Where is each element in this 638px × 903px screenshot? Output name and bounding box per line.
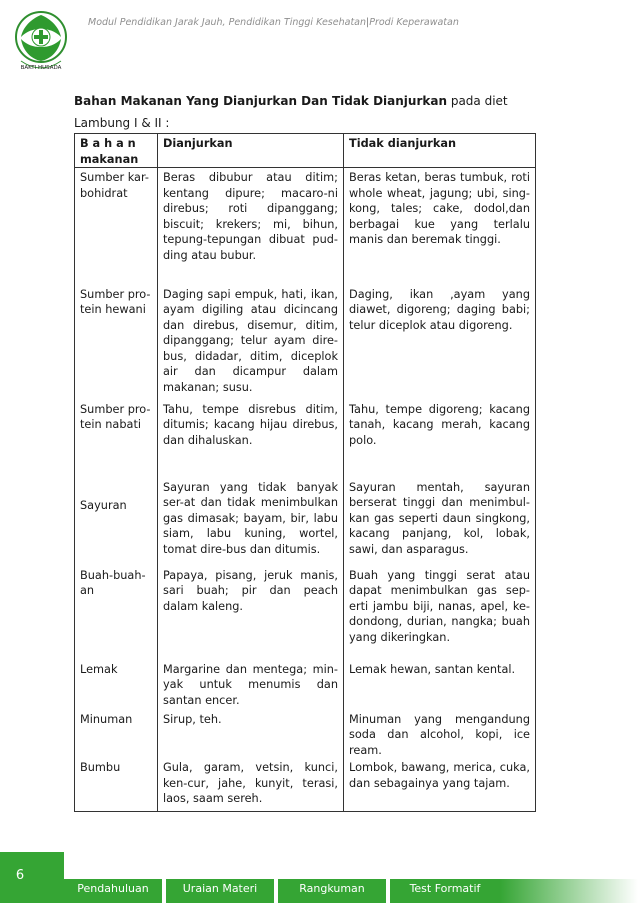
not-recommended-cell: Buah yang tinggi serat atau dapat menimbulkan gas sep-erti jambu biji, nanas, apel, ke-dondong, durian, nangka; buah yang dikeringkan. [344, 566, 536, 660]
food-cell: Sumber kar-bohidrat [75, 168, 158, 285]
not-recommended-cell: Sayuran mentah, sayuran berserat tinggi dan menimbul-kan gas seperti daun singkong, kacang panjang, kol, lobak, sawi, dan asparagus. [344, 466, 536, 566]
nav-pendahuluan[interactable]: Pendahuluan [64, 879, 162, 903]
page-number: 6 [15, 868, 25, 883]
recommended-cell: Gula, garam, vetsin, kunci, ken-cur, jahe, kunyit, terasi, laos, saam sereh. [158, 758, 344, 811]
not-recommended-cell: Lombok, bawang, merica, cuka, dan sebagainya yang tajam. [344, 758, 536, 811]
table-header-row [75, 134, 536, 168]
recommended-cell: Tahu, tempe disrebus ditim, ditumis; kacang hijau direbus, dan dihaluskan. [158, 400, 344, 466]
table-row [75, 400, 536, 466]
intro-paragraph [74, 90, 534, 134]
food-cell: Sumber pro-tein nabati [75, 400, 158, 466]
table-row [75, 710, 536, 759]
diet-table [74, 133, 536, 812]
recommended-cell: Beras dibubur atau ditim; kentang dipure; macaro-ni direbus; roti dipanggang; biscuit; krekers; mi, bihun, tepung-tepungan dibuat pud-ding atau bubur. [158, 168, 344, 285]
nav-uraian-materi[interactable]: Uraian Materi [166, 879, 274, 903]
food-cell: Sumber pro-tein hewani [75, 285, 158, 400]
intro-bold: Bahan Makanan Yang Dianjurkan Dan Tidak Dianjurkan [74, 94, 448, 108]
header-recommended: Dianjurkan [158, 134, 344, 168]
table-row [75, 168, 536, 285]
food-cell: Buah-buah-an [75, 566, 158, 660]
bakti-husada-logo [13, 9, 69, 77]
intro-rest: pada diet Lambung I & II : [74, 94, 508, 130]
food-cell: Sayuran [75, 466, 158, 566]
recommended-cell: Sayuran yang tidak banyak ser-at dan tidak menimbulkan gas dimasak; bayam, bir, labu siam, labu kuning, wortel, tomat dire-bus dan ditumis. [158, 466, 344, 566]
not-recommended-cell: Daging, ikan ,ayam yang diawet, digoreng; daging babi; telur diceplok atau digoreng. [344, 285, 536, 400]
recommended-cell: Margarine dan mentega; min-yak untuk menumis dan santan encer. [158, 660, 344, 710]
nav-test-formatif[interactable]: Test Formatif [390, 879, 500, 903]
recommended-cell: Daging sapi empuk, hati, ikan, ayam digiling atau dicincang dan direbus, disemur, ditim, dipanggang; telur ayam dire-bus, didadar, ditim, diceplok air dan dicampur dalam makanan; susu. [158, 285, 344, 400]
recommended-cell: Papaya, pisang, jeruk manis, sari buah; pir dan peach dalam kaleng. [158, 566, 344, 660]
svg-text:BAKTI HUSADA: BAKTI HUSADA [20, 65, 62, 71]
running-subtitle: Prodi Keperawatan [369, 17, 459, 28]
food-cell: Lemak [75, 660, 158, 710]
header-food: B a h a n makanan [75, 134, 158, 168]
nav-rangkuman[interactable]: Rangkuman [278, 879, 386, 903]
running-title: Modul Pendidikan Jarak Jauh, Pendidikan Tinggi Kesehatan [88, 17, 367, 28]
table-row [75, 466, 536, 566]
recommended-cell: Sirup, teh. [158, 710, 344, 759]
table-row [75, 660, 536, 710]
table-row [75, 285, 536, 400]
food-cell: Bumbu [75, 758, 158, 811]
not-recommended-cell: Tahu, tempe digoreng; kacang tanah, kacang merah, kacang polo. [344, 400, 536, 466]
not-recommended-cell: Minuman yang mengandung soda dan alcohol, kopi, ice ream. [344, 710, 536, 759]
running-header: Modul Pendidikan Jarak Jauh, Pendidikan Tinggi Kesehatan|Prodi Keperawatan [88, 17, 459, 28]
table-row [75, 758, 536, 811]
footer-gradient [500, 879, 638, 903]
food-cell: Minuman [75, 710, 158, 759]
not-recommended-cell: Beras ketan, beras tumbuk, roti whole wheat, jagung; ubi, sing-kong, tales; cake, dodol,dan berbagai kue yang terlalu manis dan beremak tinggi. [344, 168, 536, 285]
header-not-recommended: Tidak dianjurkan [344, 134, 536, 168]
table-row [75, 566, 536, 660]
not-recommended-cell: Lemak hewan, santan kental. [344, 660, 536, 710]
